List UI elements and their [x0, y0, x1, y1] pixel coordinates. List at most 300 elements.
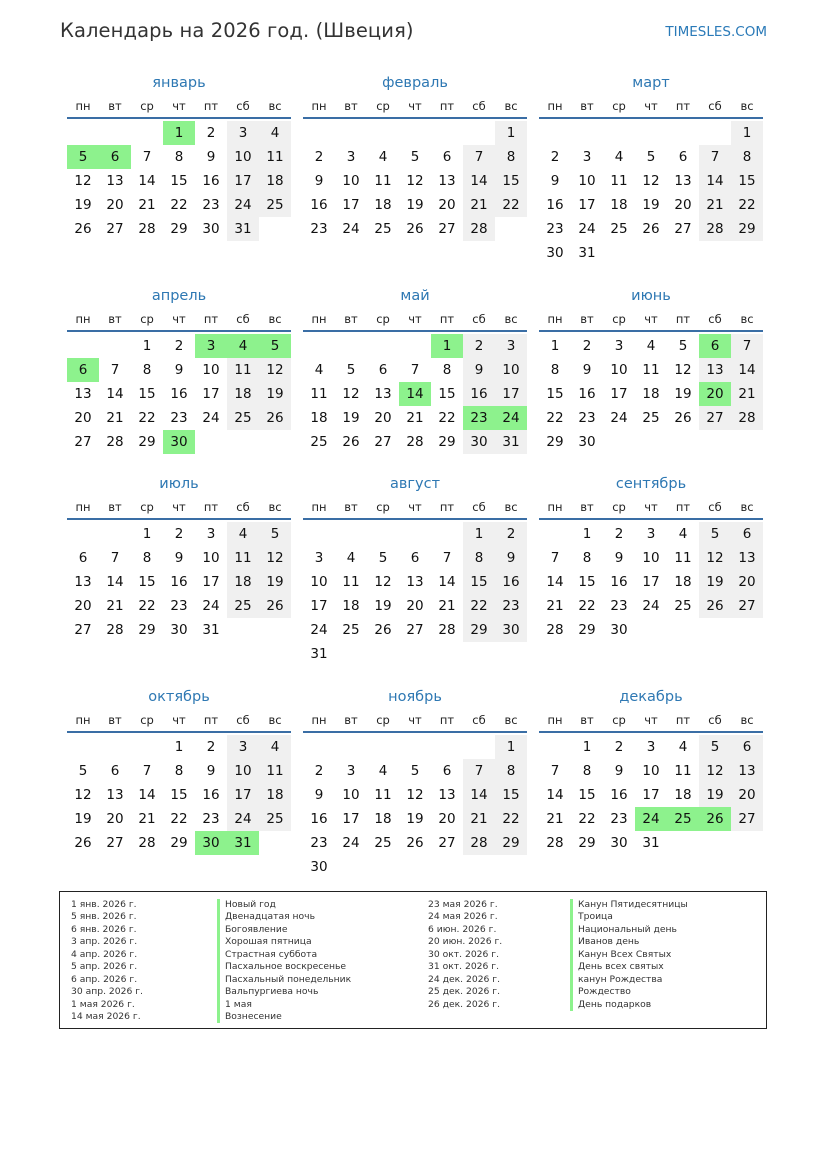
header-rule	[539, 518, 763, 520]
day-cell: 14	[138, 173, 156, 189]
day-cell: 4	[614, 149, 624, 165]
day-cell: 10	[642, 550, 660, 566]
holiday-name: Троица	[570, 911, 688, 923]
weekday-label: чт	[644, 312, 658, 326]
holiday-name: Хорошая пятница	[217, 936, 351, 948]
holiday-name: Вознесение	[217, 1011, 351, 1023]
day-cell: 20	[106, 197, 124, 213]
month-3	[539, 70, 763, 265]
week-row	[303, 759, 527, 783]
day-cell: 29	[170, 221, 188, 237]
weekday-label: пт	[675, 99, 691, 113]
week-row	[67, 430, 291, 454]
day-cell: 10	[610, 362, 628, 378]
holiday-day: 24	[635, 807, 667, 831]
day-cell: 18	[374, 197, 392, 213]
holiday-name: Новый год	[217, 899, 351, 911]
day-cell: 2	[314, 763, 324, 779]
day-cell: 7	[110, 550, 120, 566]
day-cell: 24	[202, 410, 220, 426]
day-cell: 30	[610, 835, 628, 851]
day-cell: 1	[495, 121, 527, 145]
day-cell: 17	[342, 197, 360, 213]
weekday-label: пн	[311, 99, 327, 113]
weekday-label: ср	[376, 312, 390, 326]
day-cell: 8	[582, 763, 592, 779]
day-cell: 25	[374, 835, 392, 851]
holiday-name: канун Рождества	[570, 974, 688, 986]
day-cell: 19	[699, 570, 731, 594]
day-cell: 8	[463, 546, 495, 570]
empty-cell	[335, 735, 367, 759]
day-cell: 12	[259, 546, 291, 570]
weekday-label: вт	[344, 312, 358, 326]
weekday-label: пн	[75, 99, 91, 113]
month-5	[303, 283, 527, 454]
day-cell: 28	[463, 217, 495, 241]
day-cell: 30	[495, 618, 527, 642]
day-cell: 7	[463, 145, 495, 169]
weekday-label: вс	[268, 713, 282, 727]
day-cell: 25	[610, 221, 628, 237]
day-cell: 12	[699, 546, 731, 570]
empty-cell	[495, 217, 527, 241]
weekday-label: чт	[644, 500, 658, 514]
day-cell: 29	[495, 831, 527, 855]
day-cell: 11	[227, 546, 259, 570]
day-cell: 13	[699, 358, 731, 382]
day-cell: 31	[227, 217, 259, 241]
day-cell: 10	[642, 763, 660, 779]
day-cell: 28	[731, 406, 763, 430]
week-row	[67, 546, 291, 570]
header-rule	[539, 117, 763, 119]
day-cell: 18	[259, 783, 291, 807]
week-row	[539, 831, 763, 855]
holiday-date: 20 июн. 2026 г.	[428, 936, 503, 948]
day-cell: 2	[614, 739, 624, 755]
day-cell: 12	[342, 386, 360, 402]
day-cell: 19	[259, 570, 291, 594]
weekday-label: пт	[203, 500, 219, 514]
day-cell: 15	[170, 173, 188, 189]
day-cell: 6	[678, 149, 688, 165]
weekday-label: вс	[504, 99, 518, 113]
day-cell: 28	[106, 434, 124, 450]
day-cell: 11	[610, 173, 628, 189]
holiday-date: 3 апр. 2026 г.	[71, 936, 138, 948]
day-cell: 15	[495, 783, 527, 807]
empty-cell	[67, 735, 99, 759]
day-cell: 15	[578, 787, 596, 803]
legend-names-left	[217, 899, 351, 1023]
week-row	[67, 831, 291, 855]
day-cell: 2	[174, 526, 184, 542]
weekday-label: сб	[472, 713, 486, 727]
month-name: февраль	[382, 75, 448, 91]
day-cell: 22	[438, 410, 456, 426]
weekday-label: ср	[612, 312, 626, 326]
weekday-header	[539, 497, 763, 518]
empty-cell	[495, 642, 527, 666]
day-cell: 13	[731, 546, 763, 570]
weekday-label: вс	[268, 99, 282, 113]
day-cell: 3	[582, 149, 592, 165]
day-cell: 17	[610, 386, 628, 402]
empty-cell	[399, 121, 431, 145]
empty-cell	[699, 831, 731, 855]
day-cell: 15	[578, 574, 596, 590]
empty-cell	[539, 735, 571, 759]
weekday-label: вс	[740, 713, 754, 727]
empty-cell	[699, 430, 731, 454]
weekday-header	[303, 96, 527, 117]
day-cell: 20	[74, 598, 92, 614]
month-2	[303, 70, 527, 241]
day-cell: 3	[206, 526, 216, 542]
day-cell: 28	[546, 622, 564, 638]
day-cell: 19	[342, 410, 360, 426]
week-row	[303, 522, 527, 546]
empty-cell	[399, 642, 431, 666]
header-rule	[539, 330, 763, 332]
day-cell: 4	[227, 522, 259, 546]
day-cell: 21	[138, 811, 156, 827]
day-cell: 3	[646, 739, 656, 755]
weekday-header	[67, 710, 291, 731]
empty-cell	[603, 121, 635, 145]
day-cell: 8	[495, 145, 527, 169]
holiday-day: 30	[163, 430, 195, 454]
day-cell: 18	[374, 811, 392, 827]
week-row	[67, 217, 291, 241]
week-row	[303, 358, 527, 382]
weekday-label: вт	[108, 99, 122, 113]
empty-cell	[367, 735, 399, 759]
day-cell: 9	[614, 763, 624, 779]
holiday-date: 25 дек. 2026 г.	[428, 986, 501, 998]
holiday-date: 30 апр. 2026 г.	[71, 986, 143, 998]
holiday-day: 23	[463, 406, 495, 430]
holiday-legend	[59, 891, 767, 1029]
empty-cell	[635, 430, 667, 454]
weekday-label: пт	[203, 312, 219, 326]
day-cell: 2	[206, 125, 216, 141]
day-cell: 8	[582, 550, 592, 566]
day-cell: 14	[438, 574, 456, 590]
holiday-date: 6 апр. 2026 г.	[71, 973, 138, 985]
empty-cell	[259, 831, 291, 855]
day-cell: 24	[227, 807, 259, 831]
weekday-header	[539, 96, 763, 117]
day-cell: 27	[731, 594, 763, 618]
weekday-label: пн	[547, 99, 563, 113]
holiday-date: 24 мая 2026 г.	[428, 911, 498, 923]
empty-cell	[731, 618, 763, 642]
weekday-header	[303, 710, 527, 731]
day-cell: 7	[442, 550, 452, 566]
day-cell: 18	[342, 598, 360, 614]
holiday-date: 4 апр. 2026 г.	[71, 948, 138, 960]
month-name: март	[632, 75, 670, 91]
week-row	[539, 406, 763, 430]
day-cell: 21	[699, 193, 731, 217]
day-cell: 9	[174, 550, 184, 566]
holiday-name: Страстная суббота	[217, 949, 351, 961]
header-rule	[303, 330, 527, 332]
day-cell: 17	[642, 787, 660, 803]
empty-cell	[431, 855, 463, 879]
weekday-label: пт	[675, 713, 691, 727]
empty-cell	[399, 522, 431, 546]
weekday-label: вт	[108, 312, 122, 326]
week-row	[67, 522, 291, 546]
day-cell: 18	[227, 382, 259, 406]
empty-cell	[603, 241, 635, 265]
weekday-label: пн	[547, 312, 563, 326]
holiday-name: Рождество	[570, 986, 688, 998]
day-cell: 28	[699, 217, 731, 241]
day-cell: 28	[438, 622, 456, 638]
day-cell: 10	[342, 173, 360, 189]
holiday-day: 14	[399, 382, 431, 406]
day-cell: 27	[406, 622, 424, 638]
empty-cell	[731, 430, 763, 454]
empty-cell	[367, 522, 399, 546]
day-cell: 25	[342, 622, 360, 638]
day-cell: 29	[578, 622, 596, 638]
day-cell: 28	[138, 835, 156, 851]
day-cell: 26	[642, 221, 660, 237]
empty-cell	[463, 121, 495, 145]
day-cell: 14	[546, 787, 564, 803]
day-cell: 16	[310, 197, 328, 213]
day-cell: 31	[202, 622, 220, 638]
day-cell: 29	[463, 618, 495, 642]
holiday-date: 6 июн. 2026 г.	[428, 923, 497, 935]
week-row	[539, 594, 763, 618]
week-row	[539, 430, 763, 454]
day-cell: 19	[74, 811, 92, 827]
day-cell: 22	[495, 193, 527, 217]
day-cell: 22	[495, 807, 527, 831]
holiday-name: Двенадцатая ночь	[217, 911, 351, 923]
weekday-label: чт	[408, 312, 422, 326]
holiday-name: Пасхальное воскресенье	[217, 961, 351, 973]
day-cell: 28	[406, 434, 424, 450]
day-cell: 14	[106, 574, 124, 590]
day-cell: 29	[438, 434, 456, 450]
empty-cell	[227, 430, 259, 454]
header-rule	[539, 731, 763, 733]
day-cell: 29	[578, 835, 596, 851]
header-rule	[303, 518, 527, 520]
holiday-day: 20	[699, 382, 731, 406]
week-row	[67, 807, 291, 831]
day-cell: 30	[546, 245, 564, 261]
week-row	[303, 594, 527, 618]
empty-cell	[67, 334, 99, 358]
legend-dates-left	[71, 899, 143, 1023]
empty-cell	[335, 334, 367, 358]
month-8	[303, 471, 527, 666]
day-cell: 10	[310, 574, 328, 590]
day-cell: 21	[463, 193, 495, 217]
day-cell: 7	[142, 149, 152, 165]
weekday-label: пн	[75, 713, 91, 727]
empty-cell	[99, 121, 131, 145]
day-cell: 11	[259, 759, 291, 783]
day-cell: 1	[731, 121, 763, 145]
day-cell: 13	[438, 173, 456, 189]
empty-cell	[399, 855, 431, 879]
day-cell: 14	[546, 574, 564, 590]
day-cell: 26	[74, 221, 92, 237]
holiday-day: 3	[195, 334, 227, 358]
weekday-header	[67, 96, 291, 117]
day-cell: 16	[578, 386, 596, 402]
week-row	[303, 831, 527, 855]
holiday-date: 30 окт. 2026 г.	[428, 948, 500, 960]
weekday-label: чт	[172, 713, 186, 727]
weekday-label: ср	[140, 312, 154, 326]
day-cell: 3	[646, 526, 656, 542]
empty-cell	[303, 121, 335, 145]
empty-cell	[431, 522, 463, 546]
weekday-header	[539, 710, 763, 731]
week-row	[539, 735, 763, 759]
empty-cell	[699, 618, 731, 642]
week-row	[67, 358, 291, 382]
weekday-label: сб	[708, 312, 722, 326]
day-cell: 2	[314, 149, 324, 165]
weekday-label: пт	[675, 500, 691, 514]
legend-names-right	[570, 899, 688, 1011]
weekday-label: пн	[547, 713, 563, 727]
day-cell: 15	[463, 570, 495, 594]
day-cell: 7	[110, 362, 120, 378]
empty-cell	[131, 121, 163, 145]
day-cell: 17	[310, 598, 328, 614]
day-cell: 30	[202, 221, 220, 237]
weekday-label: вс	[740, 99, 754, 113]
day-cell: 23	[578, 410, 596, 426]
day-cell: 17	[227, 169, 259, 193]
day-cell: 11	[674, 763, 692, 779]
weekday-label: вс	[268, 500, 282, 514]
holiday-name: 1 мая	[217, 999, 351, 1011]
day-cell: 20	[406, 598, 424, 614]
day-cell: 1	[174, 739, 184, 755]
holiday-name: Богоявление	[217, 924, 351, 936]
site-link[interactable]: TIMESLES.COM	[665, 24, 767, 40]
weekday-header	[67, 309, 291, 330]
week-row	[303, 735, 527, 759]
holiday-day: 6	[99, 145, 131, 169]
week-row	[303, 430, 527, 454]
day-cell: 11	[227, 358, 259, 382]
week-row	[303, 334, 527, 358]
week-row	[303, 618, 527, 642]
empty-cell	[67, 121, 99, 145]
weekday-label: ср	[612, 99, 626, 113]
day-cell: 5	[646, 149, 656, 165]
month-7	[67, 471, 291, 642]
empty-cell	[635, 618, 667, 642]
day-cell: 15	[170, 787, 188, 803]
day-cell: 31	[310, 646, 328, 662]
day-cell: 12	[259, 358, 291, 382]
empty-cell	[463, 735, 495, 759]
day-cell: 25	[310, 434, 328, 450]
day-cell: 4	[678, 526, 688, 542]
day-cell: 4	[259, 121, 291, 145]
day-cell: 11	[342, 574, 360, 590]
day-cell: 14	[106, 386, 124, 402]
day-cell: 7	[410, 362, 420, 378]
day-cell: 24	[642, 598, 660, 614]
weekday-label: сб	[236, 500, 250, 514]
day-cell: 16	[463, 382, 495, 406]
holiday-name: Пасхальный понедельник	[217, 974, 351, 986]
holiday-day: 26	[699, 807, 731, 831]
day-cell: 5	[378, 550, 388, 566]
weekday-label: вт	[580, 312, 594, 326]
weekday-label: чт	[408, 713, 422, 727]
holiday-name: День подарков	[570, 999, 688, 1011]
day-cell: 10	[495, 358, 527, 382]
holiday-name: Вальпургиева ночь	[217, 986, 351, 998]
holiday-date: 1 мая 2026 г.	[71, 998, 135, 1010]
weekday-label: чт	[408, 99, 422, 113]
day-cell: 2	[206, 739, 216, 755]
weekday-label: вт	[580, 99, 594, 113]
empty-cell	[67, 522, 99, 546]
day-cell: 24	[578, 221, 596, 237]
day-cell: 8	[142, 550, 152, 566]
holiday-date: 24 дек. 2026 г.	[428, 973, 501, 985]
empty-cell	[131, 735, 163, 759]
day-cell: 27	[674, 221, 692, 237]
day-cell: 22	[170, 811, 188, 827]
day-cell: 22	[463, 594, 495, 618]
day-cell: 3	[346, 763, 356, 779]
legend-dates-right	[428, 899, 502, 1011]
weekday-label: сб	[236, 713, 250, 727]
day-cell: 14	[463, 169, 495, 193]
day-cell: 5	[410, 149, 420, 165]
week-row	[67, 735, 291, 759]
day-cell: 23	[495, 594, 527, 618]
month-name: апрель	[151, 288, 207, 304]
month-name: июль	[159, 476, 199, 492]
weekday-label: сб	[236, 99, 250, 113]
empty-cell	[603, 430, 635, 454]
day-cell: 15	[495, 169, 527, 193]
day-cell: 29	[138, 434, 156, 450]
day-cell: 30	[610, 622, 628, 638]
day-cell: 16	[170, 386, 188, 402]
day-cell: 20	[438, 811, 456, 827]
day-cell: 18	[310, 410, 328, 426]
day-cell: 17	[227, 783, 259, 807]
day-cell: 23	[202, 811, 220, 827]
holiday-date: 31 окт. 2026 г.	[428, 961, 500, 973]
day-cell: 25	[374, 221, 392, 237]
day-cell: 25	[642, 410, 660, 426]
weekday-label: пн	[75, 312, 91, 326]
day-cell: 22	[170, 197, 188, 213]
